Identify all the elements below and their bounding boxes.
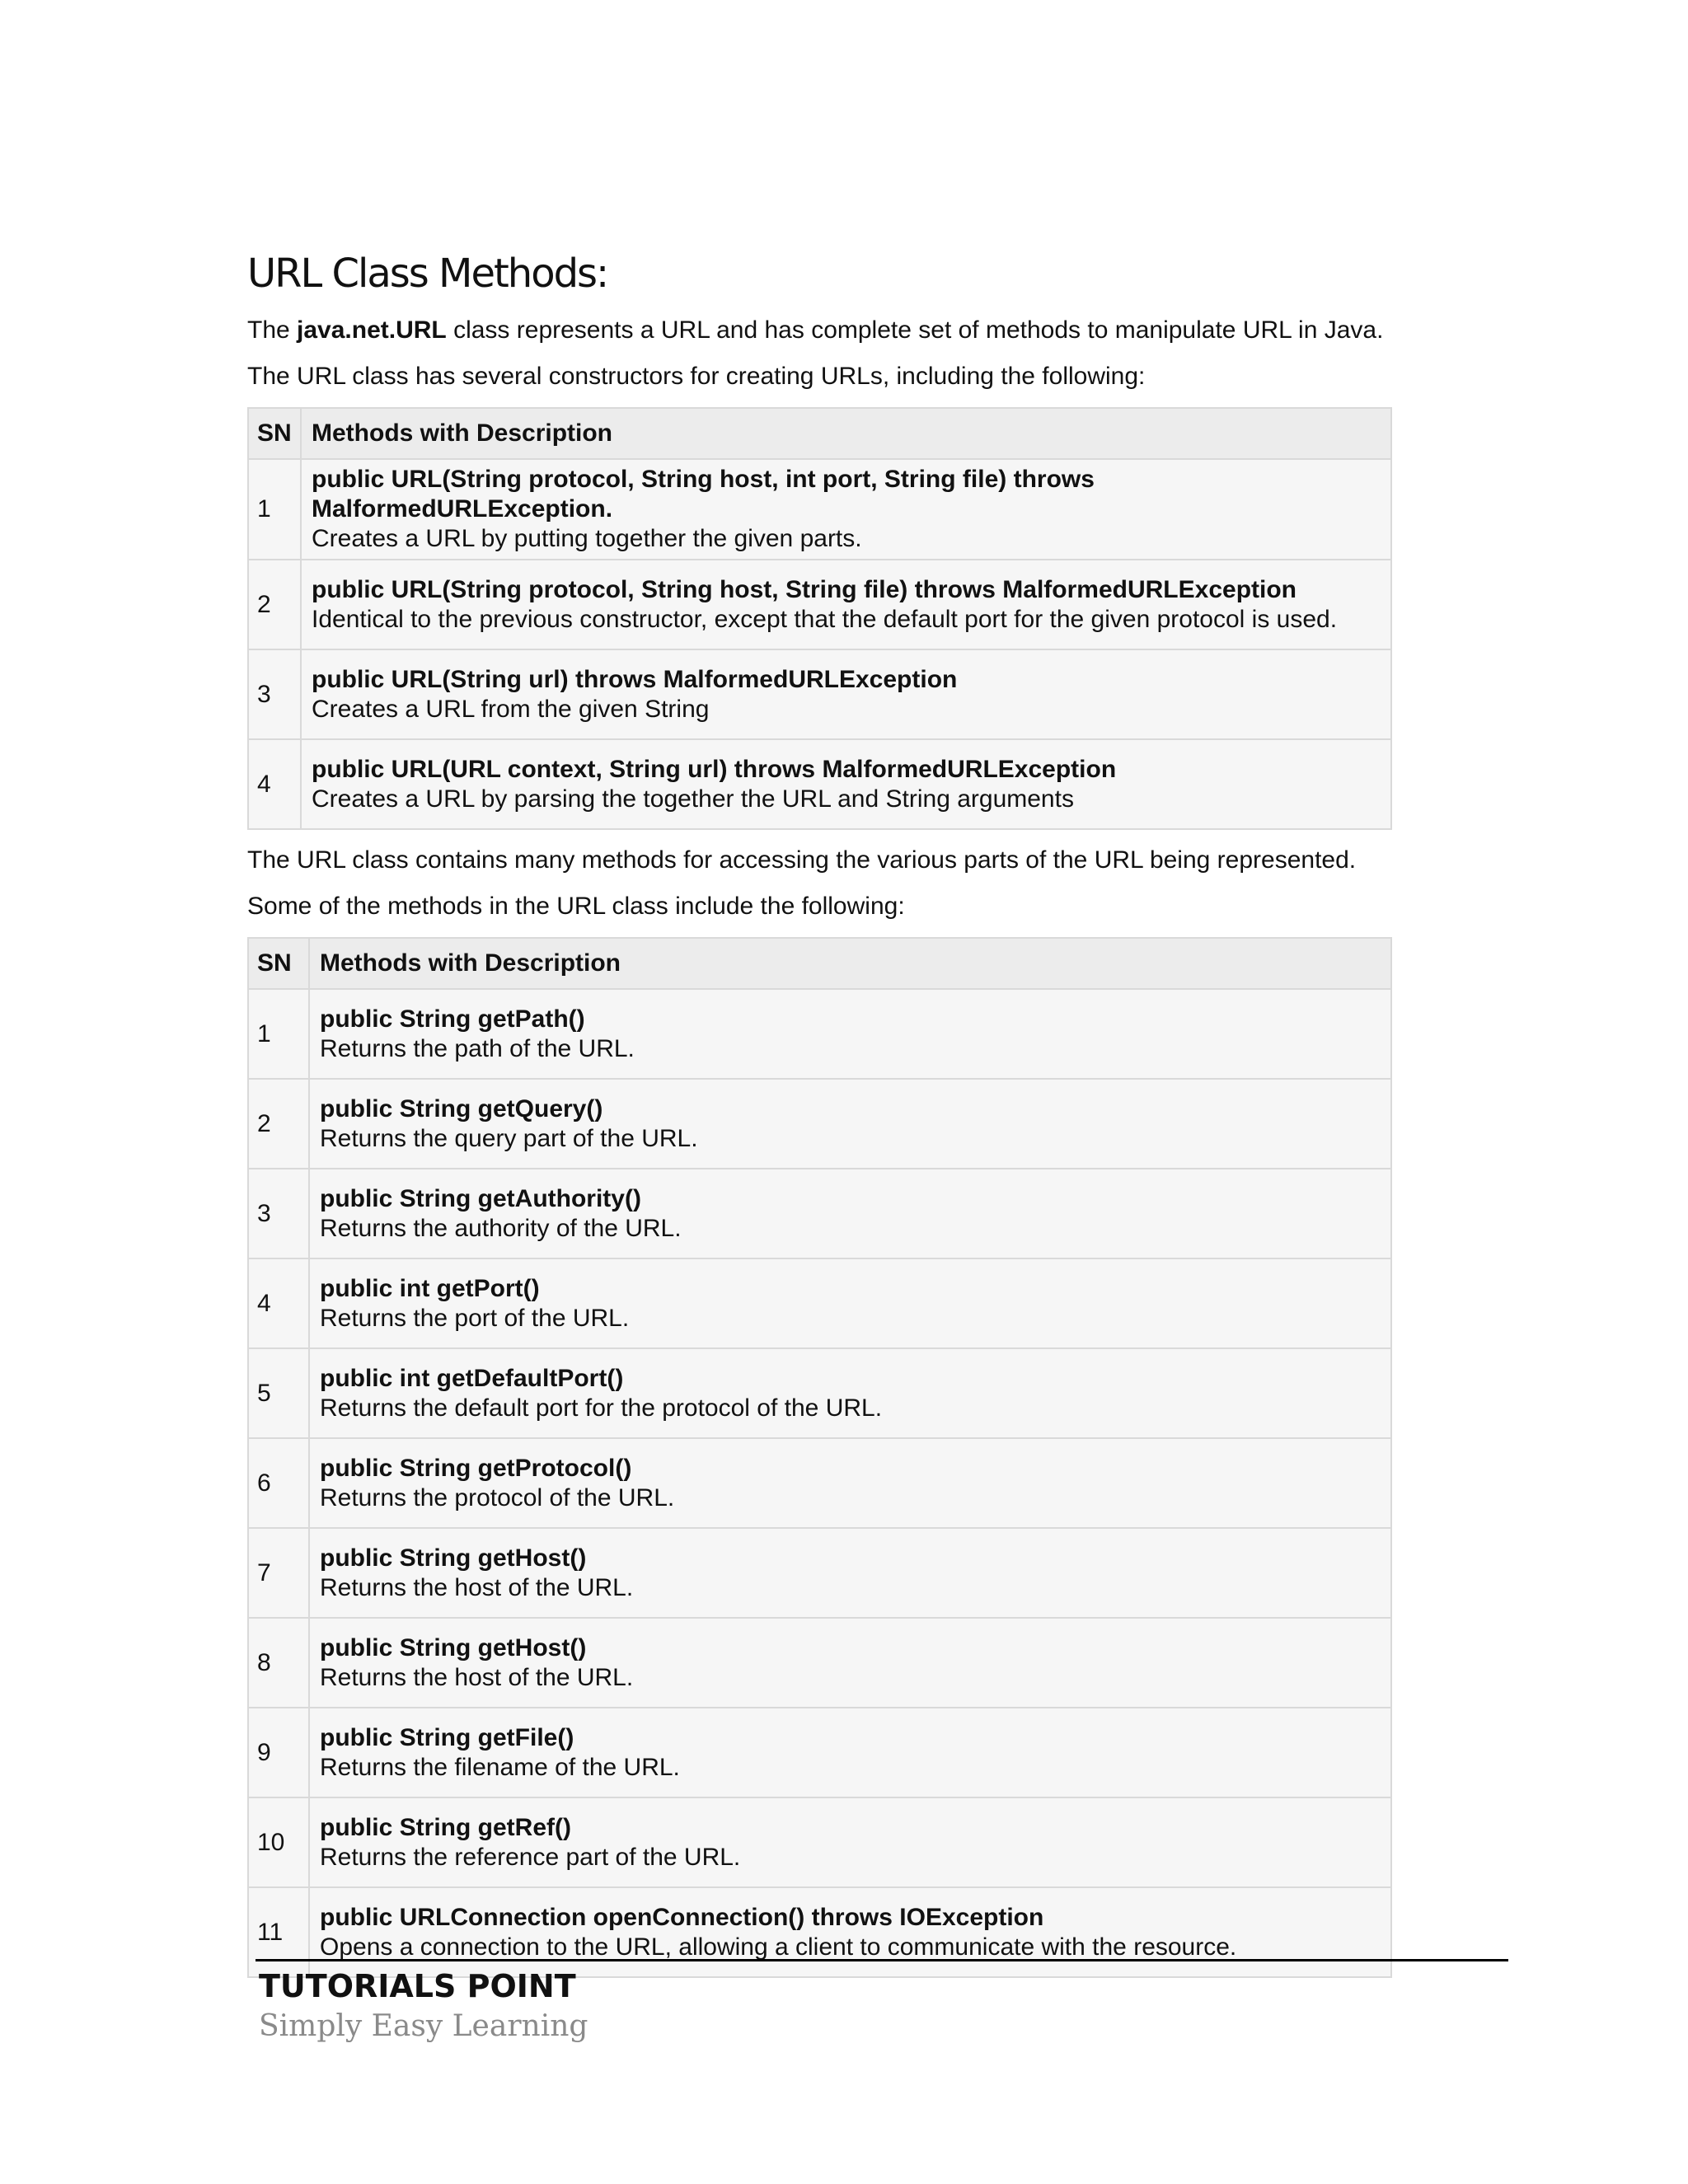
table-row bbox=[248, 1079, 1391, 1169]
row-method-cell bbox=[309, 1438, 1391, 1528]
row-method-cell bbox=[301, 649, 1391, 739]
row-sn: 5 bbox=[248, 1348, 309, 1438]
intro-paragraph bbox=[247, 315, 1393, 346]
method-description: Returns the host of the URL. bbox=[320, 1663, 634, 1691]
table-row bbox=[248, 1528, 1391, 1618]
method-description: Creates a URL by putting together the given parts. bbox=[312, 525, 862, 552]
method-description: Returns the query part of the URL. bbox=[320, 1124, 698, 1152]
row-sn: 2 bbox=[248, 560, 301, 649]
table-header-row bbox=[248, 408, 1391, 459]
method-signature: public URL(String protocol, String host, int port, String file) throws MalformedURLException. bbox=[312, 466, 1095, 523]
row-method-cell bbox=[301, 739, 1391, 829]
method-signature: public String getHost() bbox=[320, 1633, 587, 1661]
row-sn: 4 bbox=[248, 739, 301, 829]
methods-intro-1: The URL class contains many methods for accessing the various parts of the URL being represented. bbox=[247, 846, 1357, 874]
footer-divider bbox=[256, 1959, 1508, 1961]
method-signature: public String getPath() bbox=[320, 1005, 585, 1033]
header-methods: Methods with Description bbox=[301, 408, 1391, 459]
footer-brand: TUTORIALS POINT bbox=[259, 1968, 576, 2004]
row-sn: 3 bbox=[248, 1169, 309, 1258]
row-sn: 11 bbox=[248, 1887, 309, 1977]
table-row bbox=[248, 739, 1391, 829]
row-method-cell bbox=[309, 1348, 1391, 1438]
method-signature: public String getProtocol() bbox=[320, 1454, 632, 1482]
method-description: Returns the path of the URL. bbox=[320, 1034, 635, 1062]
row-method-cell bbox=[301, 560, 1391, 649]
table-row bbox=[248, 560, 1391, 649]
method-description: Opens a connection to the URL, allowing a client to communicate with the resource. bbox=[320, 1933, 1237, 1961]
row-sn: 9 bbox=[248, 1708, 309, 1797]
table-row bbox=[248, 1169, 1391, 1258]
method-description: Returns the port of the URL. bbox=[320, 1304, 630, 1332]
method-signature: public int getPort() bbox=[320, 1274, 540, 1302]
page-title: URL Class Methods: bbox=[247, 251, 608, 297]
method-signature: public URL(String url) throws MalformedURLException bbox=[312, 665, 958, 693]
method-description: Returns the authority of the URL. bbox=[320, 1214, 682, 1242]
method-signature: public URL(URL context, String url) throws MalformedURLException bbox=[312, 755, 1117, 783]
table-row bbox=[248, 1797, 1391, 1887]
method-description: Returns the reference part of the URL. bbox=[320, 1843, 741, 1871]
row-method-cell bbox=[309, 1258, 1391, 1348]
table-row bbox=[248, 1887, 1391, 1977]
method-description: Identical to the previous constructor, except that the default port for the given protocol is used. bbox=[312, 605, 1338, 633]
row-sn: 8 bbox=[248, 1618, 309, 1708]
method-signature: public String getAuthority() bbox=[320, 1184, 641, 1212]
table-row bbox=[248, 459, 1391, 560]
constructors-intro: The URL class has several constructors for creating URLs, including the following: bbox=[247, 363, 1146, 390]
row-sn: 4 bbox=[248, 1258, 309, 1348]
row-sn: 2 bbox=[248, 1079, 309, 1169]
method-signature: public URL(String protocol, String host, String file) throws MalformedURLException bbox=[312, 575, 1296, 603]
intro-class-name: java.net.URL bbox=[297, 316, 447, 344]
row-method-cell bbox=[309, 1079, 1391, 1169]
row-sn: 6 bbox=[248, 1438, 309, 1528]
intro-prefix: The bbox=[247, 316, 298, 344]
header-methods: Methods with Description bbox=[309, 938, 1391, 989]
footer-tagline: Simply Easy Learning bbox=[259, 2009, 588, 2043]
method-signature: public String getRef() bbox=[320, 1813, 571, 1841]
table-row bbox=[248, 1348, 1391, 1438]
method-description: Returns the protocol of the URL. bbox=[320, 1483, 675, 1511]
method-description: Creates a URL by parsing the together the URL and String arguments bbox=[312, 785, 1074, 813]
table-row bbox=[248, 1708, 1391, 1797]
header-sn: SN bbox=[248, 408, 301, 459]
method-signature: public int getDefaultPort() bbox=[320, 1364, 624, 1392]
constructors-table-body bbox=[248, 459, 1391, 829]
table-row bbox=[248, 989, 1391, 1079]
method-description: Returns the default port for the protocol of the URL. bbox=[320, 1394, 883, 1422]
row-sn: 10 bbox=[248, 1797, 309, 1887]
methods-intro-2: Some of the methods in the URL class include the following: bbox=[247, 893, 905, 920]
row-method-cell bbox=[309, 1618, 1391, 1708]
header-sn: SN bbox=[248, 938, 309, 989]
methods-table-body bbox=[248, 989, 1391, 1977]
method-signature: public URLConnection openConnection() throws IOException bbox=[320, 1903, 1044, 1931]
row-sn: 1 bbox=[248, 989, 309, 1079]
method-description: Returns the host of the URL. bbox=[320, 1573, 634, 1601]
row-method-cell bbox=[309, 1169, 1391, 1258]
row-method-cell bbox=[301, 459, 1391, 560]
table-row bbox=[248, 1258, 1391, 1348]
method-description: Creates a URL from the given String bbox=[312, 695, 710, 723]
constructors-table bbox=[247, 407, 1392, 830]
page-content bbox=[247, 247, 1393, 1993]
row-sn: 1 bbox=[248, 459, 301, 560]
row-sn: 7 bbox=[248, 1528, 309, 1618]
table-row bbox=[248, 1618, 1391, 1708]
row-method-cell bbox=[309, 1708, 1391, 1797]
method-signature: public String getFile() bbox=[320, 1723, 574, 1751]
method-description: Returns the filename of the URL. bbox=[320, 1753, 680, 1781]
methods-table bbox=[247, 937, 1392, 1978]
row-method-cell bbox=[309, 1528, 1391, 1618]
table-row bbox=[248, 649, 1391, 739]
method-signature: public String getQuery() bbox=[320, 1094, 603, 1122]
method-signature: public String getHost() bbox=[320, 1544, 587, 1572]
table-row bbox=[248, 1438, 1391, 1528]
row-method-cell bbox=[309, 1887, 1391, 1977]
table-header-row bbox=[248, 938, 1391, 989]
row-method-cell bbox=[309, 1797, 1391, 1887]
row-sn: 3 bbox=[248, 649, 301, 739]
row-method-cell bbox=[309, 989, 1391, 1079]
intro-suffix: class represents a URL and has complete set of methods to manipulate URL in Java. bbox=[446, 316, 1384, 344]
